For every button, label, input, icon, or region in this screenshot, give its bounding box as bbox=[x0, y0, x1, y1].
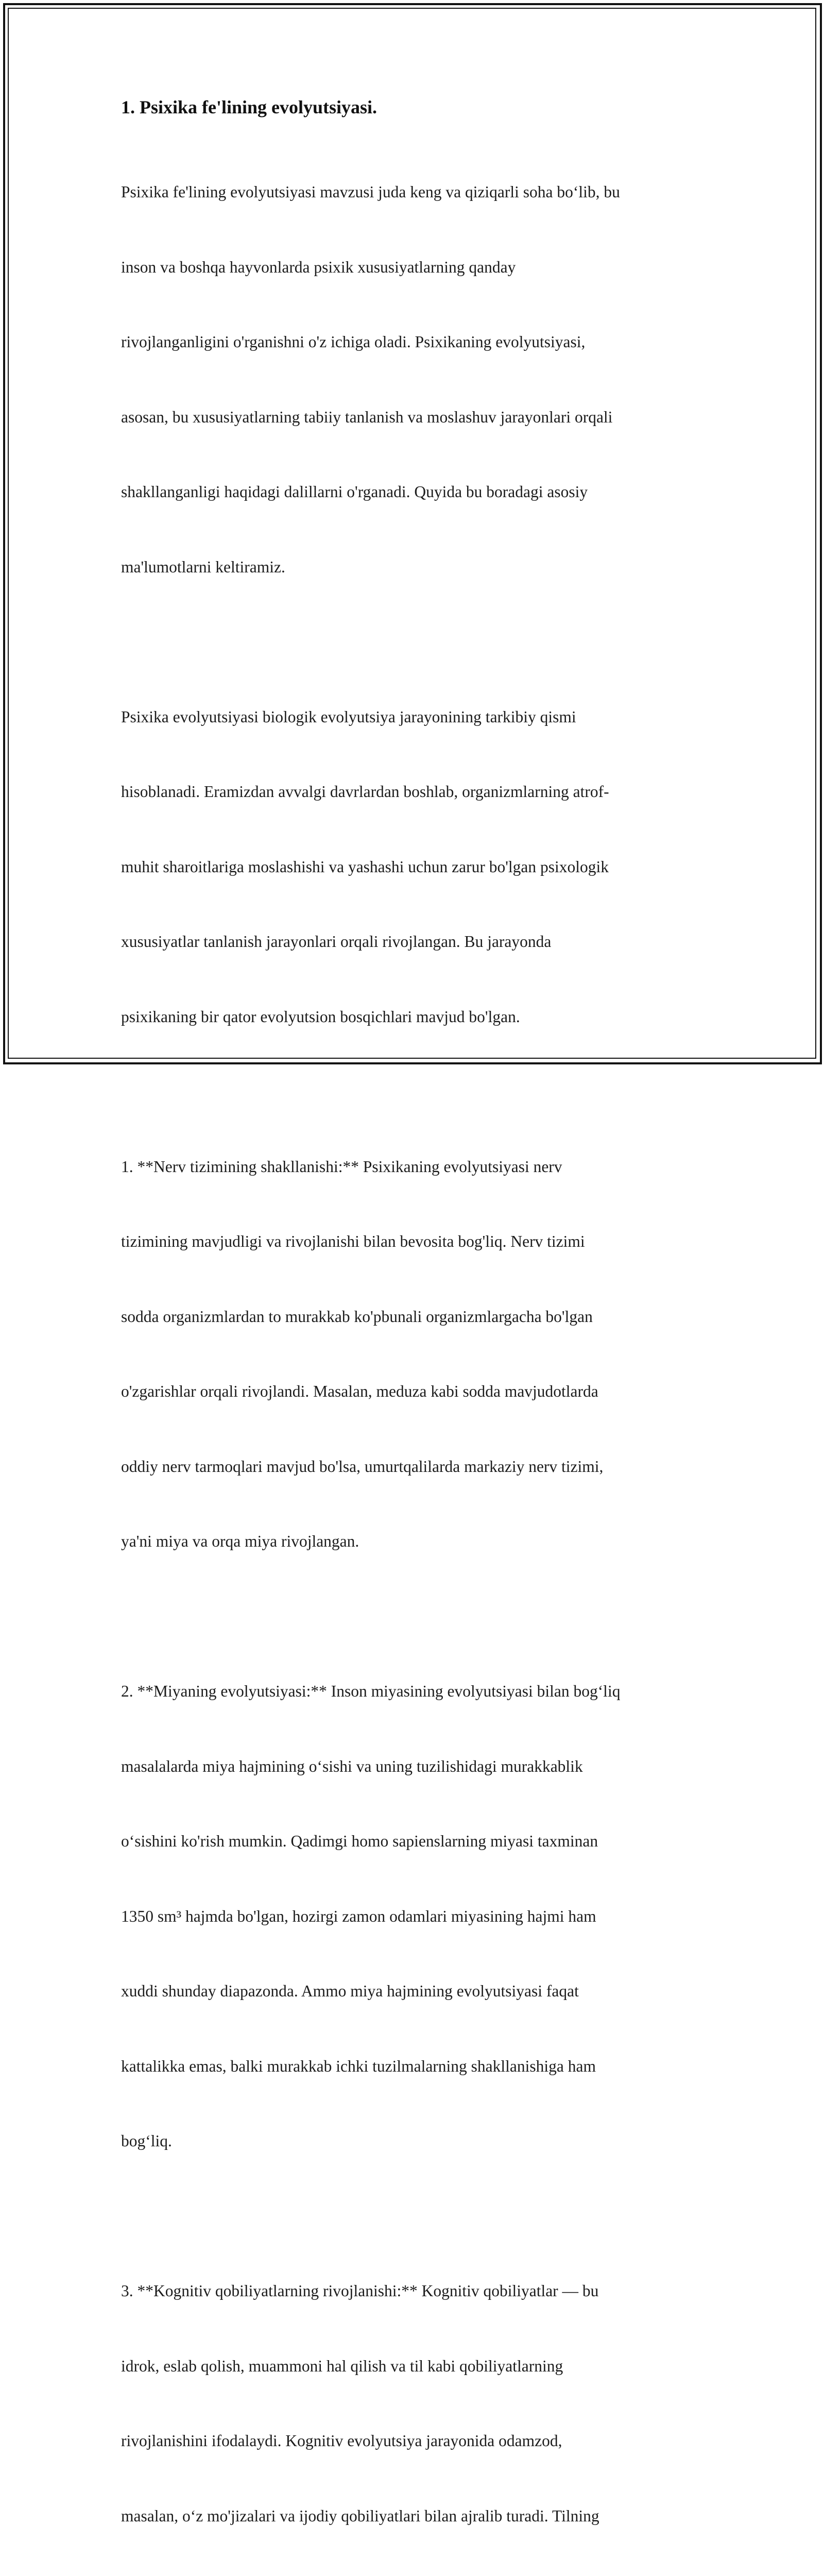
text-line: masalalarda miya hajmining o‘sishi va uning tuzilishidagi murakkablik bbox=[121, 1757, 583, 1775]
list-item-nervous-system bbox=[121, 1105, 708, 1604]
text-line: 1. **Nerv tizimining shakllanishi:** Psixikaning evolyutsiyasi nerv bbox=[121, 1157, 562, 1176]
text-line: ya'ni miya va orqa miya rivojlangan. bbox=[121, 1532, 359, 1550]
text-line: xususiyatlar tanlanish jarayonlari orqali rivojlangan. Bu jarayonda bbox=[121, 933, 552, 951]
text-line: xuddi shunday diapazonda. Ammo miya hajmining evolyutsiyasi faqat bbox=[121, 1982, 579, 2000]
text-line: asosan, bu xususiyatlarning tabiiy tanlanish va moslashuv jarayonlari orqali bbox=[121, 408, 613, 426]
paragraph-intro bbox=[121, 130, 708, 630]
list-item-cognitive-abilities bbox=[121, 2229, 708, 2576]
text-line: bog‘liq. bbox=[121, 2132, 172, 2150]
text-line: rivojlanishini ifodalaydi. Kognitiv evolyutsiya jarayonida odamzod, bbox=[121, 2432, 562, 2450]
list-item-brain-evolution bbox=[121, 1629, 708, 2204]
text-line: masalan, o‘z mo'jizalari va ijodiy qobiliyatlari bilan ajralib turadi. Tilning bbox=[121, 2506, 599, 2525]
text-line: hisoblanadi. Eramizdan avvalgi davrlardan boshlab, organizmlarning atrof- bbox=[121, 783, 609, 801]
text-line: 2. **Miyaning evolyutsiyasi:** Inson miyasining evolyutsiyasi bilan bog‘liq bbox=[121, 1682, 621, 1700]
text-line: 1350 sm³ hajmda bo'lgan, hozirgi zamon odamlari miyasining hajmi ham bbox=[121, 1907, 596, 1925]
text-line: o‘sishini ko'rish mumkin. Qadimgi homo sapienslarning miyasi taxminan bbox=[121, 1832, 598, 1850]
text-line: shakllanganligi haqidagi dalillarni o'rganadi. Quyida bu boradagi asosiy bbox=[121, 483, 588, 501]
text-line: rivojlanganligini o'rganishni o'z ichiga oladi. Psixikaning evolyutsiyasi, bbox=[121, 333, 586, 351]
paragraph-biological-evolution bbox=[121, 655, 708, 1080]
text-line: o'zgarishlar orqali rivojlandi. Masalan, meduza kabi sodda mavjudotlarda bbox=[121, 1382, 598, 1400]
text-line: psixikaning bir qator evolyutsion bosqichlari mavjud bo'lgan. bbox=[121, 1007, 520, 1026]
text-line: kattalikka emas, balki murakkab ichki tuzilmalarning shakllanishiga ham bbox=[121, 2057, 596, 2075]
page-title: 1. Psixika fe'lining evolyutsiyasi. bbox=[121, 97, 377, 117]
text-line: Psixika evolyutsiyasi biologik evolyutsiya jarayonining tarkibiy qismi bbox=[121, 707, 576, 726]
text-line: ma'lumotlarni keltiramiz. bbox=[121, 557, 285, 576]
text-line: tizimining mavjudligi va rivojlanishi bilan bevosita bog'liq. Nerv tizimi bbox=[121, 1232, 585, 1250]
text-line: inson va boshqa hayvonlarda psixik xususiyatlarning qanday bbox=[121, 258, 516, 276]
text-line: idrok, eslab qolish, muammoni hal qilish va til kabi qobiliyatlarning bbox=[121, 2357, 563, 2375]
text-line: muhit sharoitlariga moslashishi va yashashi uchun zarur bo'lgan psixologik bbox=[121, 857, 609, 876]
text-line: oddiy nerv tarmoqlari mavjud bo'lsa, umurtqalilarda markaziy nerv tizimi, bbox=[121, 1457, 604, 1476]
document-body bbox=[121, 96, 708, 2576]
text-line: sodda organizmlardan to murakkab ko'pbunali organizmlargacha bo'lgan bbox=[121, 1307, 593, 1326]
text-line: 3. **Kognitiv qobiliyatlarning rivojlanishi:** Kognitiv qobiliyatlar — bu bbox=[121, 2282, 599, 2300]
text-line: Psixika fe'lining evolyutsiyasi mavzusi juda keng va qiziqarli soha bo‘lib, bu bbox=[121, 183, 620, 201]
